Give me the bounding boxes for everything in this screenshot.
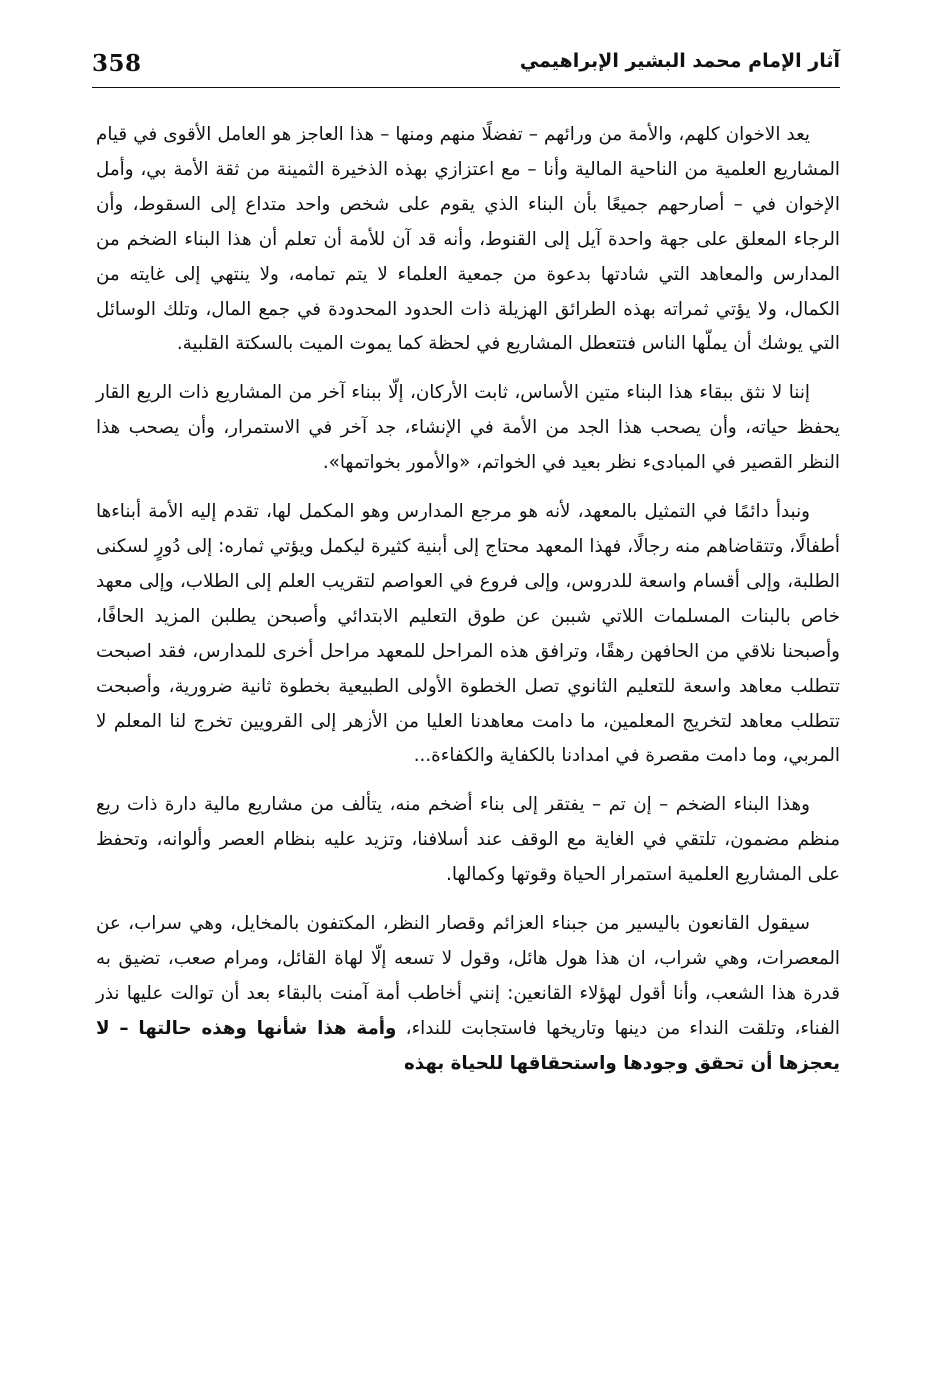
paragraph-5-text: سيقول القانعون باليسير من جبناء العزائم وقصار النظر، المكتفون بالمخايل، وهي سراب، عن المعصرات، وهي شراب، ان هذا هول هائل، وقول لا تسعه إلّا لهاة القائل، ومرام صعب، تضيق به قدرة هذا الشعب، وأنا أقول لهؤلاء القانعين: إنني أخاطب أمة آمنت بالبقاء بعد أن توالت عليها نذر الفناء، وتلقت النداء من دينها وتاريخها فاستجابت للنداء، (96, 913, 840, 1039)
paragraph-4 (96, 788, 840, 893)
paragraph-2-text: إننا لا نثق ببقاء هذا البناء متين الأساس، ثابت الأركان، إلّا ببناء آخر من المشاريع ذات الريع القار يحفظ حياته، وأن يصحب هذا الجد من الأمة في الإنشاء، جد آخر في الاستمرار، وأن يصحب هذا النظر القصير في المبادىء نظر بعيد في الخواتم، «والأمور بخواتمها». (96, 382, 840, 474)
paragraph-3-text: ونبدأ دائمًا في التمثيل بالمعهد، لأنه هو مرجع المدارس وهو المكمل لها، تقدم إليه الأمة أبناءها أطفالًا، وتتقاضاهم منه رجالًا، فهذا المعهد محتاج إلى أبنية كثيرة ليكمل ويؤتي ثماره: إلى دُورٍ لسكنى الطلبة، وإلى أقسام واسعة للدروس، وإلى فروع في العواصم لتقريب العلم إلى الطلاب، وإلى معهد خاص بالبنات المسلمات اللاتي شببن عن طوق التعليم الابتدائي وأصبحن يطلبن المزيد الحافًا، وأصبحنا نلاقي من الحافهن رهقًا، وترافق هذه المراحل للمعهد مراحل أخرى للمدارس، فقد اصبحت تتطلب معاهد واسعة للتعليم الثانوي تصل الخطوة الأولى الطبيعية بخطوة ثانية ضرورية، وأصبحت تتطلب معاهد لتخريج المعلمين، ما دامت معاهدنا العليا من الأزهر إلى القرويين تخرج لنا المعلم لا المربي، وما دامت مقصرة في امدادنا بالكفاية والكفاءة... (96, 501, 840, 767)
book-title: آثار الإمام محمد البشير الإبراهيمي (519, 50, 840, 72)
header-rule (92, 87, 840, 88)
paragraph-3 (96, 495, 840, 774)
paragraph-1 (96, 118, 840, 362)
paragraph-5 (96, 907, 840, 1082)
paragraph-5-bold-text: وأمة هذا شأنها وهذه حالتها – لا يعجزها أن تحقق وجودها واستحقاقها للحياة بهذه (96, 1017, 840, 1074)
paragraph-1-text: يعد الاخوان كلهم، والأمة من ورائهم – تفضلًا منهم ومنها – هذا العاجز هو العامل الأقوى في قيام المشاريع العلمية من الناحية المالية وأنا – مع اعتزازي بهذه الذخيرة الثمينة من ثقة الأمة بي، وأمل الإخوان في – أصارحهم جميعًا بأن البناء الذي يقوم على شخص واحد متداع إلى السقوط، وأن الرجاء المعلق على جهة واحدة آيل إلى القنوط، وأنه قد آن للأمة أن تعلم أن هذا البناء الضخم من المدارس والمعاهد التي شادتها بدعوة من جمعية العلماء لا يتم تمامه، ولا ينتهي إلى غايته من الكمال، ولا يؤتي ثمراته بهذه الطرائق الهزيلة ذات الحدود المحدودة في جمع المال، وتلك الوسائل التي يوشك أن يملّها الناس فتتعطل المشاريع في لحظة كما يموت الميت بالسكتة القلبية. (96, 124, 840, 355)
paragraph-4-text: وهذا البناء الضخم – إن تم – يفتقر إلى بناء أضخم منه، يتألف من مشاريع مالية دارة ذات ريع منظم مضمون، تلتقي في الغاية مع الوقف عند أسلافنا، وتزيد عليه بنظام العصر وألوانه، وتحفظ على المشاريع العلمية استمرار الحياة وقوتها وكمالها. (96, 794, 840, 886)
page-number: 358 (92, 50, 142, 77)
running-header (92, 44, 840, 88)
paragraph-2 (96, 376, 840, 481)
body-text (96, 118, 840, 1082)
